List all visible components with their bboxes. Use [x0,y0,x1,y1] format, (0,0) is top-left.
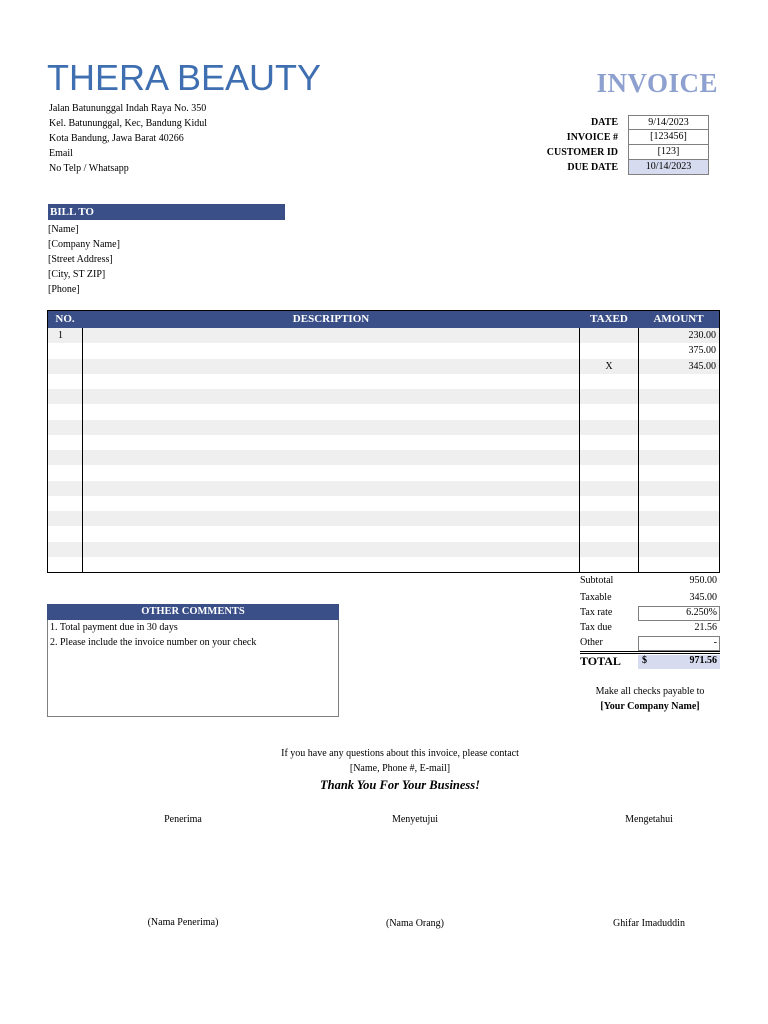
row-taxed-cell[interactable]: X [605,360,613,372]
total-currency: $ [642,655,647,666]
payable-note [560,684,740,714]
address-line: Kota Bandung, Jawa Barat 40266 [49,133,184,144]
contact-line: [Name, Phone #, E-mail] [349,763,451,774]
column-divider [579,328,580,572]
address-line: Kel. Batununggal, Kec, Bandung Kidul [49,118,208,129]
signature-title-receiver: Penerima [164,814,202,825]
tax-due-label: Tax due [580,622,612,633]
table-row[interactable] [48,389,719,404]
table-row[interactable] [48,328,719,343]
tax-rate-value[interactable]: 6.250% [686,607,717,618]
table-row[interactable] [48,542,719,557]
bill-to-company[interactable]: [Company Name] [48,239,120,250]
meta-due-date-value[interactable]: 10/14/2023 [628,160,709,175]
table-row[interactable] [48,557,719,572]
tax-rate-label: Tax rate [580,607,613,618]
thanks-message: Thank You For Your Business! [319,778,481,792]
subtotal-row [580,573,720,590]
table-row[interactable] [48,374,719,389]
comment-line: 2. Please include the invoice number on your check [50,637,257,648]
questions-note [200,746,600,776]
column-divider [638,328,639,572]
comment-line: 1. Total payment due in 30 days [50,622,178,633]
taxable-label: Taxable [580,592,612,603]
signature-name-approver: (Nama Orang) [385,918,445,929]
row-amount-cell[interactable]: 230.00 [688,330,716,341]
table-row[interactable] [48,526,719,541]
subtotal-label: Subtotal [580,575,614,586]
meta-customer-id-value[interactable]: [123] [628,145,709,160]
bill-to-block [48,222,120,297]
table-row[interactable] [48,343,719,358]
table-row[interactable] [48,450,719,465]
payable-line: Make all checks payable to [595,686,705,697]
questions-line: If you have any questions about this invoice, please contact [281,748,519,759]
row-amount-cell[interactable]: 345.00 [688,360,716,372]
table-row[interactable] [48,496,719,511]
bill-to-street[interactable]: [Street Address] [48,254,113,265]
meta-date-value[interactable]: 9/14/2023 [628,115,709,130]
company-logo-text: THERA BEAUTY [47,57,322,98]
header-no: NO. [55,313,75,325]
meta-customer-id-row [500,145,720,160]
total-value: 971.56 [689,655,717,666]
table-row[interactable] [48,511,719,526]
column-divider [82,328,83,572]
meta-invoice-number-label: INVOICE # [566,132,618,143]
address-phone: No Telp / Whatsapp [49,163,129,174]
subtotal-value: 950.00 [689,575,717,586]
table-row[interactable] [48,435,719,450]
bill-to-name[interactable]: [Name] [48,224,79,235]
meta-invoice-number-row [500,130,720,145]
meta-due-date-label: DUE DATE [567,162,618,173]
other-label: Other [580,637,603,648]
signature-name-receiver: (Nama Penerima) [147,917,219,928]
items-table [47,310,720,573]
row-number-cell[interactable]: 1 [58,330,63,341]
other-box [638,636,720,651]
other-value[interactable]: - [713,637,717,648]
tax-due-value: 21.56 [694,622,717,633]
payable-company: [Your Company Name] [600,701,700,712]
comments-heading: OTHER COMMENTS [47,604,339,620]
meta-invoice-number-value[interactable]: [123456] [628,130,709,145]
signature-name-acknowledger: Ghifar Imaduddin [613,918,685,929]
table-row[interactable] [48,481,719,496]
bill-to-heading: BILL TO [48,204,285,220]
meta-date-label: DATE [590,117,618,128]
company-address [49,101,309,176]
total-row [580,650,720,670]
taxable-value: 345.00 [689,592,717,603]
items-table-header [48,311,719,328]
comments-box[interactable] [47,620,339,717]
invoice-meta [500,115,720,175]
table-row[interactable] [48,359,719,374]
other-row [580,635,720,650]
row-amount-cell[interactable]: 375.00 [688,345,716,357]
taxable-row [580,590,720,605]
tax-rate-row [580,605,720,620]
meta-customer-id-label: CUSTOMER ID [546,147,618,158]
tax-due-row [580,620,720,635]
address-email: Email [49,148,73,159]
bill-to-city[interactable]: [City, ST ZIP] [48,269,106,280]
header-description: DESCRIPTION [292,313,370,325]
table-row[interactable] [48,420,719,435]
total-label: TOTAL [580,654,621,668]
address-line: Jalan Batununggal Indah Raya No. 350 [49,103,207,114]
totals-block [580,573,720,670]
header-amount: AMOUNT [653,313,704,325]
items-table-body [48,328,719,572]
table-row[interactable] [48,465,719,480]
signature-title-approver: Menyetujui [391,814,439,825]
meta-date-row [500,115,720,130]
table-row[interactable] [48,404,719,419]
signature-title-acknowledger: Mengetahui [625,814,673,825]
meta-due-date-row [500,160,720,175]
invoice-title: INVOICE [596,68,718,98]
header-taxed: TAXED [590,313,628,325]
bill-to-phone[interactable]: [Phone] [48,284,80,295]
